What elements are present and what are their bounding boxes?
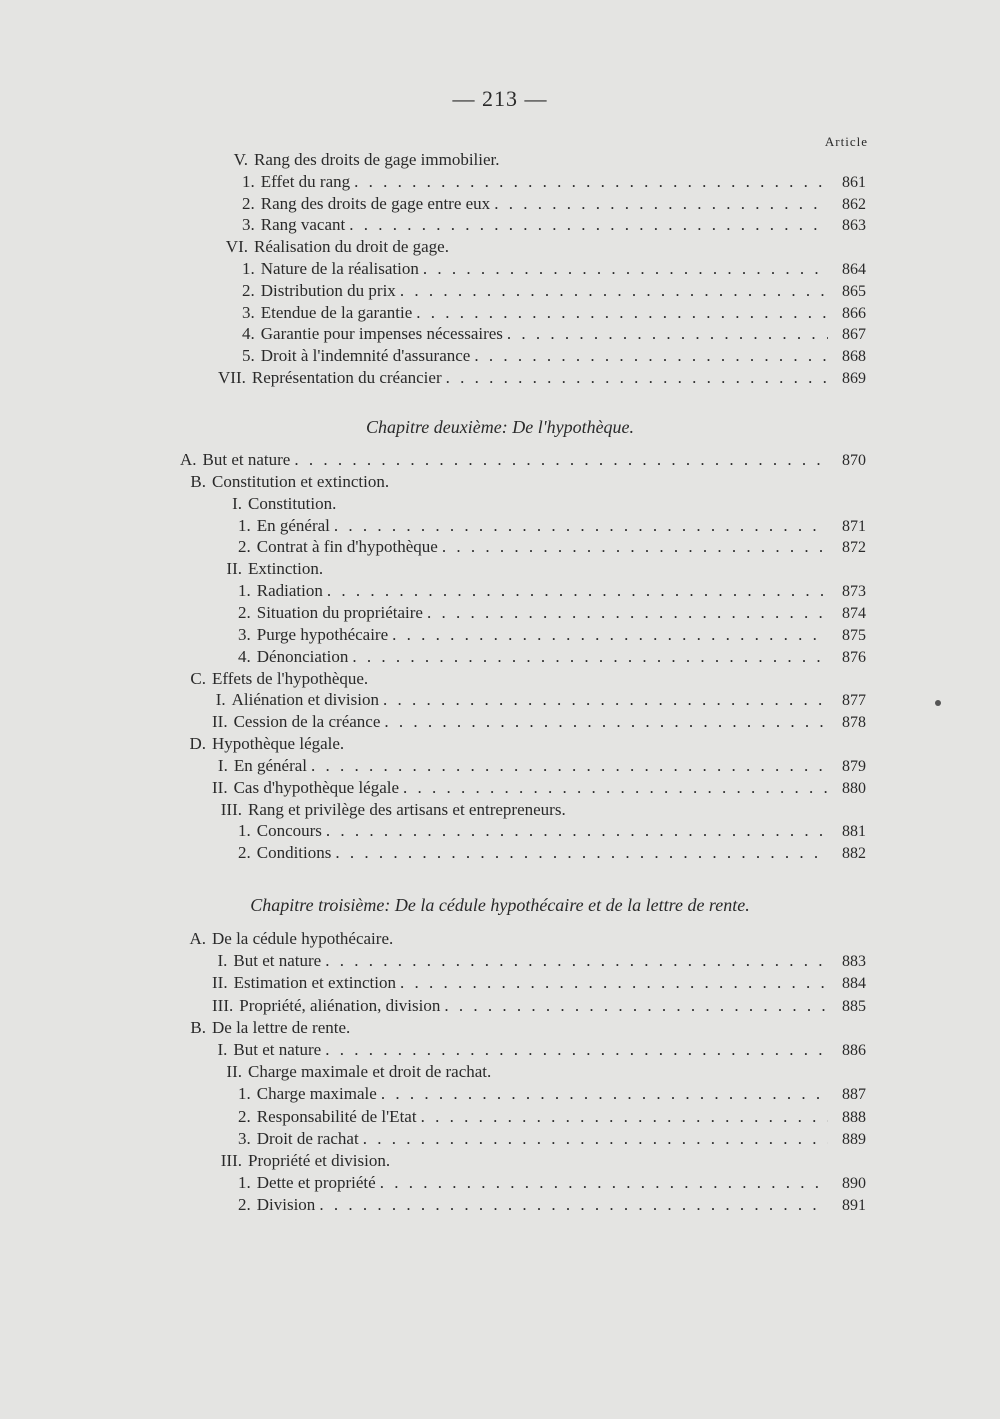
toc-entry [238,1128,866,1150]
toc-entry-number: 3. [238,1128,251,1148]
toc-entry [212,558,866,580]
toc-entry [180,1017,866,1039]
toc-entry [180,733,866,755]
toc-entry-article-number: 881 [842,823,866,841]
toc-entry-article-number: 865 [842,282,866,300]
toc-entry [238,536,866,558]
toc-entry [238,1106,866,1128]
dot-leader [446,367,828,389]
toc-entry-title: Nature de la réalisation [260,259,419,278]
toc-entry [242,345,866,367]
dot-leader [294,449,828,471]
dot-leader [474,345,828,367]
toc-entry-title: Dénonciation [256,646,349,666]
toc-entry-article-number: 875 [842,626,866,644]
dot-leader [354,171,828,193]
toc-entry-number: 5. [242,346,255,366]
toc-entry-title: Contrat à fin d'hypothèque [256,537,438,557]
toc-entry-title: Constitution et extinction. [212,471,390,491]
toc-entry-title: But et nature [202,450,291,469]
toc-entry-title: En général [233,755,307,775]
chapter-2-heading: Chapitre deuxième: De l'hypothèque. [365,417,635,437]
toc-entry-title: Concours [256,821,322,841]
toc-entry-title: Radiation [256,581,323,601]
toc-entry-number: 2. [238,537,251,557]
dot-leader [349,214,828,236]
dot-leader [363,1128,828,1150]
toc-entry-number: 2. [238,1106,251,1126]
dot-leader [335,842,828,864]
toc-entry [218,149,866,171]
dot-leader [416,302,828,324]
toc-entry-title: But et nature [233,951,322,971]
toc-entry-number: 1. [238,581,251,601]
toc-entry [180,471,866,493]
toc-entry-article-number: 876 [842,648,866,666]
toc-entry-number: A. [180,450,197,469]
toc-entry-title: Conditions [256,843,332,863]
toc-entry-number: I. [217,755,228,775]
toc-entry-article-number: 866 [842,304,866,322]
toc-entry-number: II. [212,777,228,797]
toc-entry-title: De la cédule hypothécaire. [212,929,394,948]
toc-entry-number: I. [215,690,226,710]
toc-entry-number: B. [190,1017,206,1037]
toc-entry-title: Garantie pour impenses nécessaires [260,324,503,344]
print-speck [935,700,941,706]
dot-leader [352,646,828,668]
dot-leader [421,1106,828,1128]
dot-leader [319,1194,828,1216]
dot-leader [381,1083,828,1105]
dot-leader [403,777,828,799]
toc-entry-title: Distribution du prix [260,280,396,300]
toc-entry-article-number: 868 [842,348,866,366]
dot-leader [494,193,828,215]
toc-entry [212,995,866,1017]
toc-entry-number: II. [212,973,228,993]
toc-entry [212,493,866,515]
toc-entry-article-number: 874 [842,604,866,622]
toc-entry-title: Droit à l'indemnité d'assurance [260,346,471,366]
toc-entry-number: 1. [238,821,251,841]
toc-entry [242,214,866,236]
toc-entry [238,1083,866,1105]
toc-entry [242,302,866,324]
toc-entry [238,1194,866,1216]
dot-leader [423,258,828,280]
toc-entry [242,323,866,345]
toc-entry-number: I. [217,1040,228,1059]
toc-entry-article-number: 890 [842,1175,866,1193]
toc-entry-number: A. [189,929,206,948]
toc-entry-title: Rang des droits de gage entre eux [260,193,491,213]
toc-entry-article-number: 884 [842,975,866,993]
dot-leader [380,1172,828,1194]
toc-entry-number: 1. [238,1173,251,1193]
toc-entry-number: II. [226,559,242,579]
toc-entry-number: 1. [238,1084,251,1104]
dot-leader [334,515,828,537]
dot-leader [507,323,828,345]
toc-entry-title: Réalisation du droit de gage. [254,237,449,257]
toc-entry [238,580,866,602]
dot-leader [442,536,828,558]
toc-entry-title: Propriété, aliénation, division [239,995,441,1015]
toc-entry [238,1172,866,1194]
toc-entry [242,193,866,215]
toc-entry-title: Effets de l'hypothèque. [212,668,369,688]
toc-entry-title: Rang des droits de gage immobilier. [254,150,500,169]
toc-entry-number: III. [212,995,234,1015]
toc-entry-title: Charge maximale et droit de rachat. [248,1062,492,1082]
toc-entry-article-number: 864 [842,261,866,278]
toc-entry-article-number: 889 [842,1130,866,1148]
toc-entry-number: 3. [242,302,255,322]
dot-leader [383,689,828,711]
toc-entry-number: 1. [242,171,255,191]
toc-entry-number: 4. [238,646,251,666]
toc-entry-number: 1. [242,259,255,278]
toc-entry-number: III. [220,799,242,819]
toc-entry-title: Rang et privilège des artisans et entrepreneurs. [248,799,566,819]
toc-entry-number: 2. [238,843,251,863]
toc-entry-title: Cas d'hypothèque légale [233,777,400,797]
toc-entry-number: VII. [218,368,246,387]
toc-entry [212,799,866,821]
toc-entry-number: II. [212,712,228,732]
toc-entry-number: 1. [238,515,251,535]
toc-entry-article-number: 862 [842,195,866,213]
toc-entry-number: III. [220,1151,242,1170]
toc-entry-article-number: 886 [842,1042,866,1059]
toc-entry-title: Charge maximale [256,1084,377,1104]
toc-entry [218,236,866,258]
dot-leader [444,995,828,1017]
toc-entry-article-number: 883 [842,953,866,971]
toc-entry-article-number: 891 [842,1197,866,1215]
toc-entry-title: Rang vacant [260,215,346,235]
dot-leader [400,280,828,302]
toc-entry [242,171,866,193]
toc-entry-number: C. [190,668,206,688]
toc-entry-number: B. [190,471,206,491]
toc-entry [238,624,866,646]
toc-entry [212,1039,866,1061]
toc-entry-article-number: 863 [842,217,866,235]
toc-entry [212,1150,866,1172]
toc-entry-number: VI. [225,237,248,257]
toc-entry-article-number: 880 [842,779,866,797]
chapter-3-heading: Chapitre troisième: De la cédule hypothécaire et de la lettre de rente. [250,895,750,915]
toc-entry-title: But et nature [233,1040,322,1059]
toc-entry-number: V. [233,150,248,169]
dot-leader [400,972,828,994]
toc-entry-title: Cession de la créance [233,712,381,732]
toc-entry [242,280,866,302]
toc-entry [238,602,866,624]
toc-entry [180,928,866,950]
toc-entry [180,449,866,471]
dot-leader [326,820,828,842]
toc-entry-title: Effet du rang [260,171,351,191]
dot-leader [325,950,828,972]
toc-entry-article-number: 878 [842,714,866,732]
toc-entry-number: I. [232,493,242,513]
toc-entry-article-number: 887 [842,1086,866,1104]
toc-entry-number: 3. [242,215,255,235]
toc-entry-article-number: 869 [842,370,866,387]
toc-entry [212,689,866,711]
toc-entry [238,515,866,537]
toc-entry [212,1061,866,1083]
toc-entry [212,777,866,799]
toc-entry-number: 4. [242,324,255,344]
toc-entry [212,972,866,994]
toc-entry-title: Division [256,1195,316,1215]
toc-entry-article-number: 872 [842,539,866,557]
toc-entry-title: Constitution. [248,493,337,513]
toc-entry [218,367,866,389]
toc-entry-title: Dette et propriété [256,1173,376,1193]
toc-entry-article-number: 873 [842,583,866,601]
toc-entry-number: 3. [238,624,251,644]
article-column-header: Article [824,134,868,149]
toc-entry-article-number: 877 [842,692,866,710]
toc-entry-article-number: 870 [842,452,866,469]
toc-entry-number: 2. [238,602,251,622]
toc-entry-title: Estimation et extinction [233,973,396,993]
toc-entry [238,842,866,864]
toc-entry-title: Purge hypothécaire [256,624,389,644]
dot-leader [327,580,828,602]
toc-entry [212,950,866,972]
toc-entry-title: Extinction. [248,559,324,579]
toc-entry-article-number: 867 [842,326,866,344]
toc-entry-title: Aliénation et division [231,690,379,710]
toc-entry-title: Droit de rachat [256,1128,359,1148]
toc-entry-number: D. [189,734,206,754]
dot-leader [392,624,828,646]
toc-entry-title: Situation du propriétaire [256,602,423,622]
toc-entry-title: Représentation du créancier [251,368,442,387]
toc-entry-number: 2. [242,193,255,213]
page-number: — 213 — [452,86,548,111]
toc-entry-number: II. [226,1062,242,1082]
toc-entry-article-number: 882 [842,845,866,863]
dot-leader [384,711,828,733]
dot-leader [325,1039,828,1061]
toc-entry-article-number: 885 [842,997,866,1015]
toc-entry-title: En général [256,515,330,535]
dot-leader [427,602,828,624]
toc-entry [212,711,866,733]
toc-entry-number: I. [217,951,228,971]
toc-entry-title: Etendue de la garantie [260,302,413,322]
toc-entry-title: Responsabilité de l'Etat [256,1106,417,1126]
toc-entry [242,258,866,280]
toc-entry-title: De la lettre de rente. [212,1017,351,1037]
toc-entry-article-number: 888 [842,1108,866,1126]
toc-entry-number: 2. [242,280,255,300]
toc-entry-article-number: 861 [842,173,866,191]
toc-entry [238,646,866,668]
toc-entry [180,668,866,690]
toc-entry-number: 2. [238,1195,251,1215]
toc-entry-title: Hypothèque légale. [212,734,345,754]
toc-entry [212,755,866,777]
toc-entry-article-number: 879 [842,757,866,775]
toc-entry-article-number: 871 [842,517,866,535]
toc-entry-title: Propriété et division. [248,1151,391,1170]
toc-entry [238,820,866,842]
dot-leader [311,755,828,777]
